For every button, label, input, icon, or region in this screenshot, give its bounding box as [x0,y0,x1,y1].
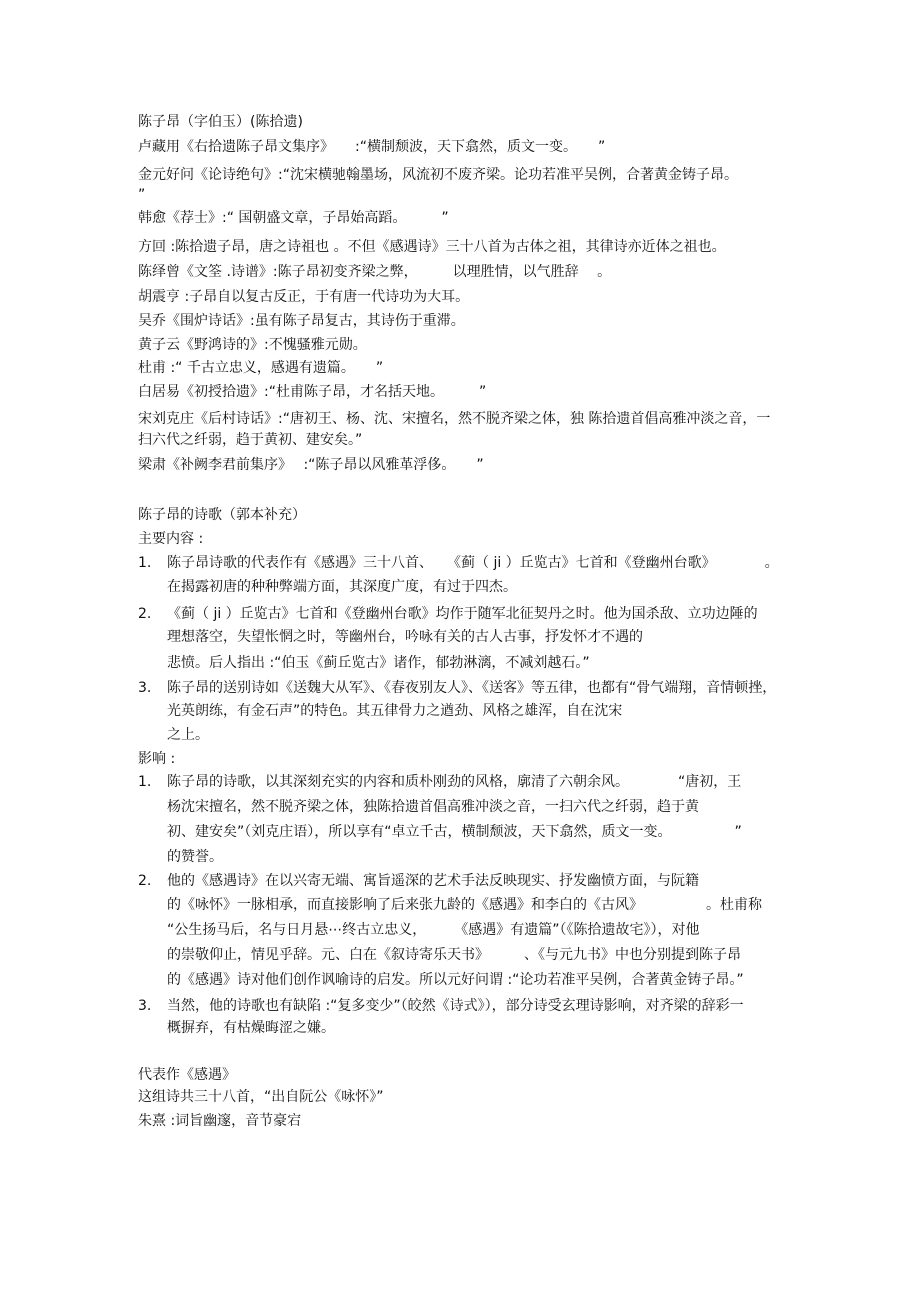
body-line: 这组诗共三十八首，“出自阮公《咏怀》” [138,1089,384,1105]
quote-line: 方回 :陈拾遗子昂，唐之诗祖也 。不但《感遇诗》三十八首为古体之祖，其律诗亦近体之祖也。 [138,239,726,255]
list-number: 3. [138,998,152,1014]
list-item-line: 初、建安矣”（刘克庄语），所以享有“卓立千古，横制颓波，天下翕然，质文一变。 ” [167,824,742,840]
list-item-line: 悲愤。后人指出 :“伯玉《蓟丘览古》诸作，郁勃淋漓，不减刘越石。” [167,655,590,671]
list-item-line: 陈子昂的诗歌，以其深刻充实的内容和质朴刚劲的风格，廓清了六朝余风。 “唐初，王 [167,774,742,790]
list-item-line: 《蓟（ ji ）丘览古》七首和《登幽州台歌》均作于随军北征契丹之时。他为国杀敌、立功边陲的 [167,606,758,622]
quote-line: 韩愈《荐士》:“ 国朝盛文章，子昂始高蹈。 ” [138,210,449,226]
list-item-line: 的《咏怀》一脉相承，而直接影响了后来张九龄的《感遇》和李白的《古风》 。杜甫称 [167,897,762,913]
quote-line: 金元好问《论诗绝句》:“沈宋横驰翰墨场，风流初不废齐梁。论功若准平吴例，合著黄金铸子昂。 [138,167,738,183]
section-title-chen-ziang: 陈子昂（字伯玉）(陈拾遗) [138,114,303,130]
list-item-line: 的赞誉。 [167,849,223,865]
quote-line: 宋刘克庄《后村诗话》:“唐初王、杨、沈、宋擅名，然不脱齐梁之体，独 陈拾遗首倡高雅冲淡之音，一 [138,411,771,427]
quote-line: ” [138,187,146,203]
quote-line: 胡震亨 :子昂自以复古反正，于有唐一代诗功为大耳。 [138,289,470,305]
section-title-poetry: 陈子昂的诗歌（郭本补充） [138,507,306,523]
quote-line: 杜甫 :“ 千古立忠义，感遇有遗篇。 ” [138,360,384,376]
list-item-line: 杨沈宋擅名，然不脱齐梁之体，独陈拾遗首倡高雅冲淡之音，一扫六代之纤弱，趋于黄 [167,799,699,815]
influence-label: 影响 : [138,751,176,767]
quote-line: 卢藏用《右拾遗陈子昂文集序》 :“横制颓波，天下翕然，质文一变。 ” [138,139,606,155]
quote-line: 梁肃《补阙李君前集序》 :“陈子昂以风雅革浮侈。 ” [138,457,484,473]
quote-line: 吴乔《围炉诗话》:虽有陈子昂复古，其诗伤于重滞。 [138,313,465,329]
quote-line: 黄子云《野鸿诗的》:不愧骚雅元勋。 [138,337,367,353]
list-number: 1. [138,555,152,571]
list-item-line: 概摒弃，有枯燥晦涩之嫌。 [167,1020,335,1036]
list-item-line: 当然，他的诗歌也有缺陷 :“复多变少”（皎然《诗式》），部分诗受玄理诗影响，对齐梁的辞彩一 [167,998,744,1014]
list-item-line: 陈子昂的送别诗如《送魏大从军》、《春夜别友人》、《送客》等五律，也都有“骨气端翔，音情顿挫， [167,680,777,696]
list-item-line: 在揭露初唐的种种弊端方面，其深度广度，有过于四杰。 [167,579,517,595]
quote-line: 陈绎曾《文筌 .诗谱》:陈子昂初变齐梁之弊， 以理胜情，以气胜辞 。 [138,264,612,280]
quote-line: 白居易《初授拾遗》:“杜甫陈子昂，才名括天地。 ” [138,384,487,400]
list-number: 2. [138,606,152,622]
list-number: 2. [138,873,152,889]
list-number: 1. [138,774,152,790]
body-line: 朱熹 :词旨幽邃，音节豪宕 [138,1113,302,1129]
content-label: 主要内容 : [138,531,204,547]
list-item-line: 理想落空，失望怅惘之时，等幽州台，吟咏有关的古人古事，抒发怀才不遇的 [167,629,643,645]
section-title-ganyu: 代表作《感遇》 [138,1067,236,1083]
list-item-line: 之上。 [167,727,209,743]
list-number: 3. [138,680,152,696]
list-item-line: 光英朗练，有金石声”的特色。其五律骨力之遒劲、风格之雄浑，自在沈宋 [167,703,623,719]
list-item-line: 他的《感遇诗》在以兴寄无端、寓旨遥深的艺术手法反映现实、抒发幽愤方面，与阮籍 [167,873,699,889]
list-item-line: 的《感遇》诗对他们创作讽喻诗的启发。所以元好问谓 :“论功若准平吴例，合著黄金铸子昂。” [167,972,744,988]
list-item-line: 的崇敬仰止，情见乎辞。元、白在《叙诗寄乐天书》 、《与元九书》中也分别提到陈子昂 [167,947,741,963]
list-item-line: 陈子昂诗歌的代表作有《感遇》三十八首、 《蓟（ ji ）丘览古》七首和《登幽州台歌》 。 [167,555,779,571]
quote-line: 扫六代之纤弱，趋于黄初、建安矣。” [138,432,363,448]
list-item-line: “公生扬马后，名与日月悬⋯终古立忠义， 《感遇》有遗篇”（《陈拾遗故宅》），对他 [167,922,700,938]
